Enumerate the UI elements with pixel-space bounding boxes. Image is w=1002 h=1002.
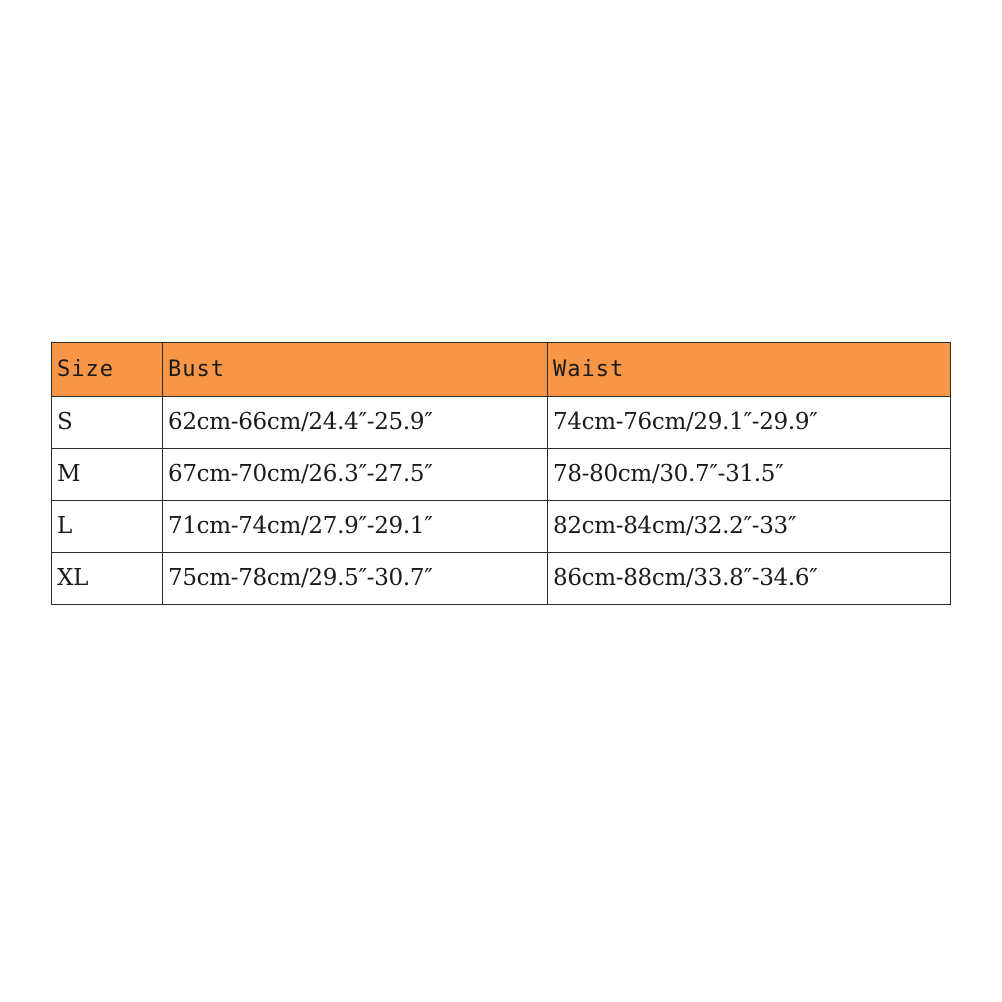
table-row <box>52 449 951 501</box>
table-row <box>52 397 951 449</box>
bust-cell: 62cm-66cm/24.4″-25.9″ <box>163 397 548 449</box>
table-row <box>52 501 951 553</box>
bust-cell: 67cm-70cm/26.3″-27.5″ <box>163 449 548 501</box>
waist-cell: 82cm-84cm/32.2″-33″ <box>548 501 951 553</box>
size-cell: XL <box>52 553 163 605</box>
waist-cell: 86cm-88cm/33.8″-34.6″ <box>548 553 951 605</box>
table-row <box>52 553 951 605</box>
size-cell: S <box>52 397 163 449</box>
bust-cell: 71cm-74cm/27.9″-29.1″ <box>163 501 548 553</box>
size-chart-table <box>51 342 951 605</box>
waist-cell: 78-80cm/30.7″-31.5″ <box>548 449 951 501</box>
header-waist: Waist <box>548 343 951 397</box>
waist-cell: 74cm-76cm/29.1″-29.9″ <box>548 397 951 449</box>
bust-cell: 75cm-78cm/29.5″-30.7″ <box>163 553 548 605</box>
header-bust: Bust <box>163 343 548 397</box>
size-cell: M <box>52 449 163 501</box>
table-header-row <box>52 343 951 397</box>
size-cell: L <box>52 501 163 553</box>
header-size: Size <box>52 343 163 397</box>
